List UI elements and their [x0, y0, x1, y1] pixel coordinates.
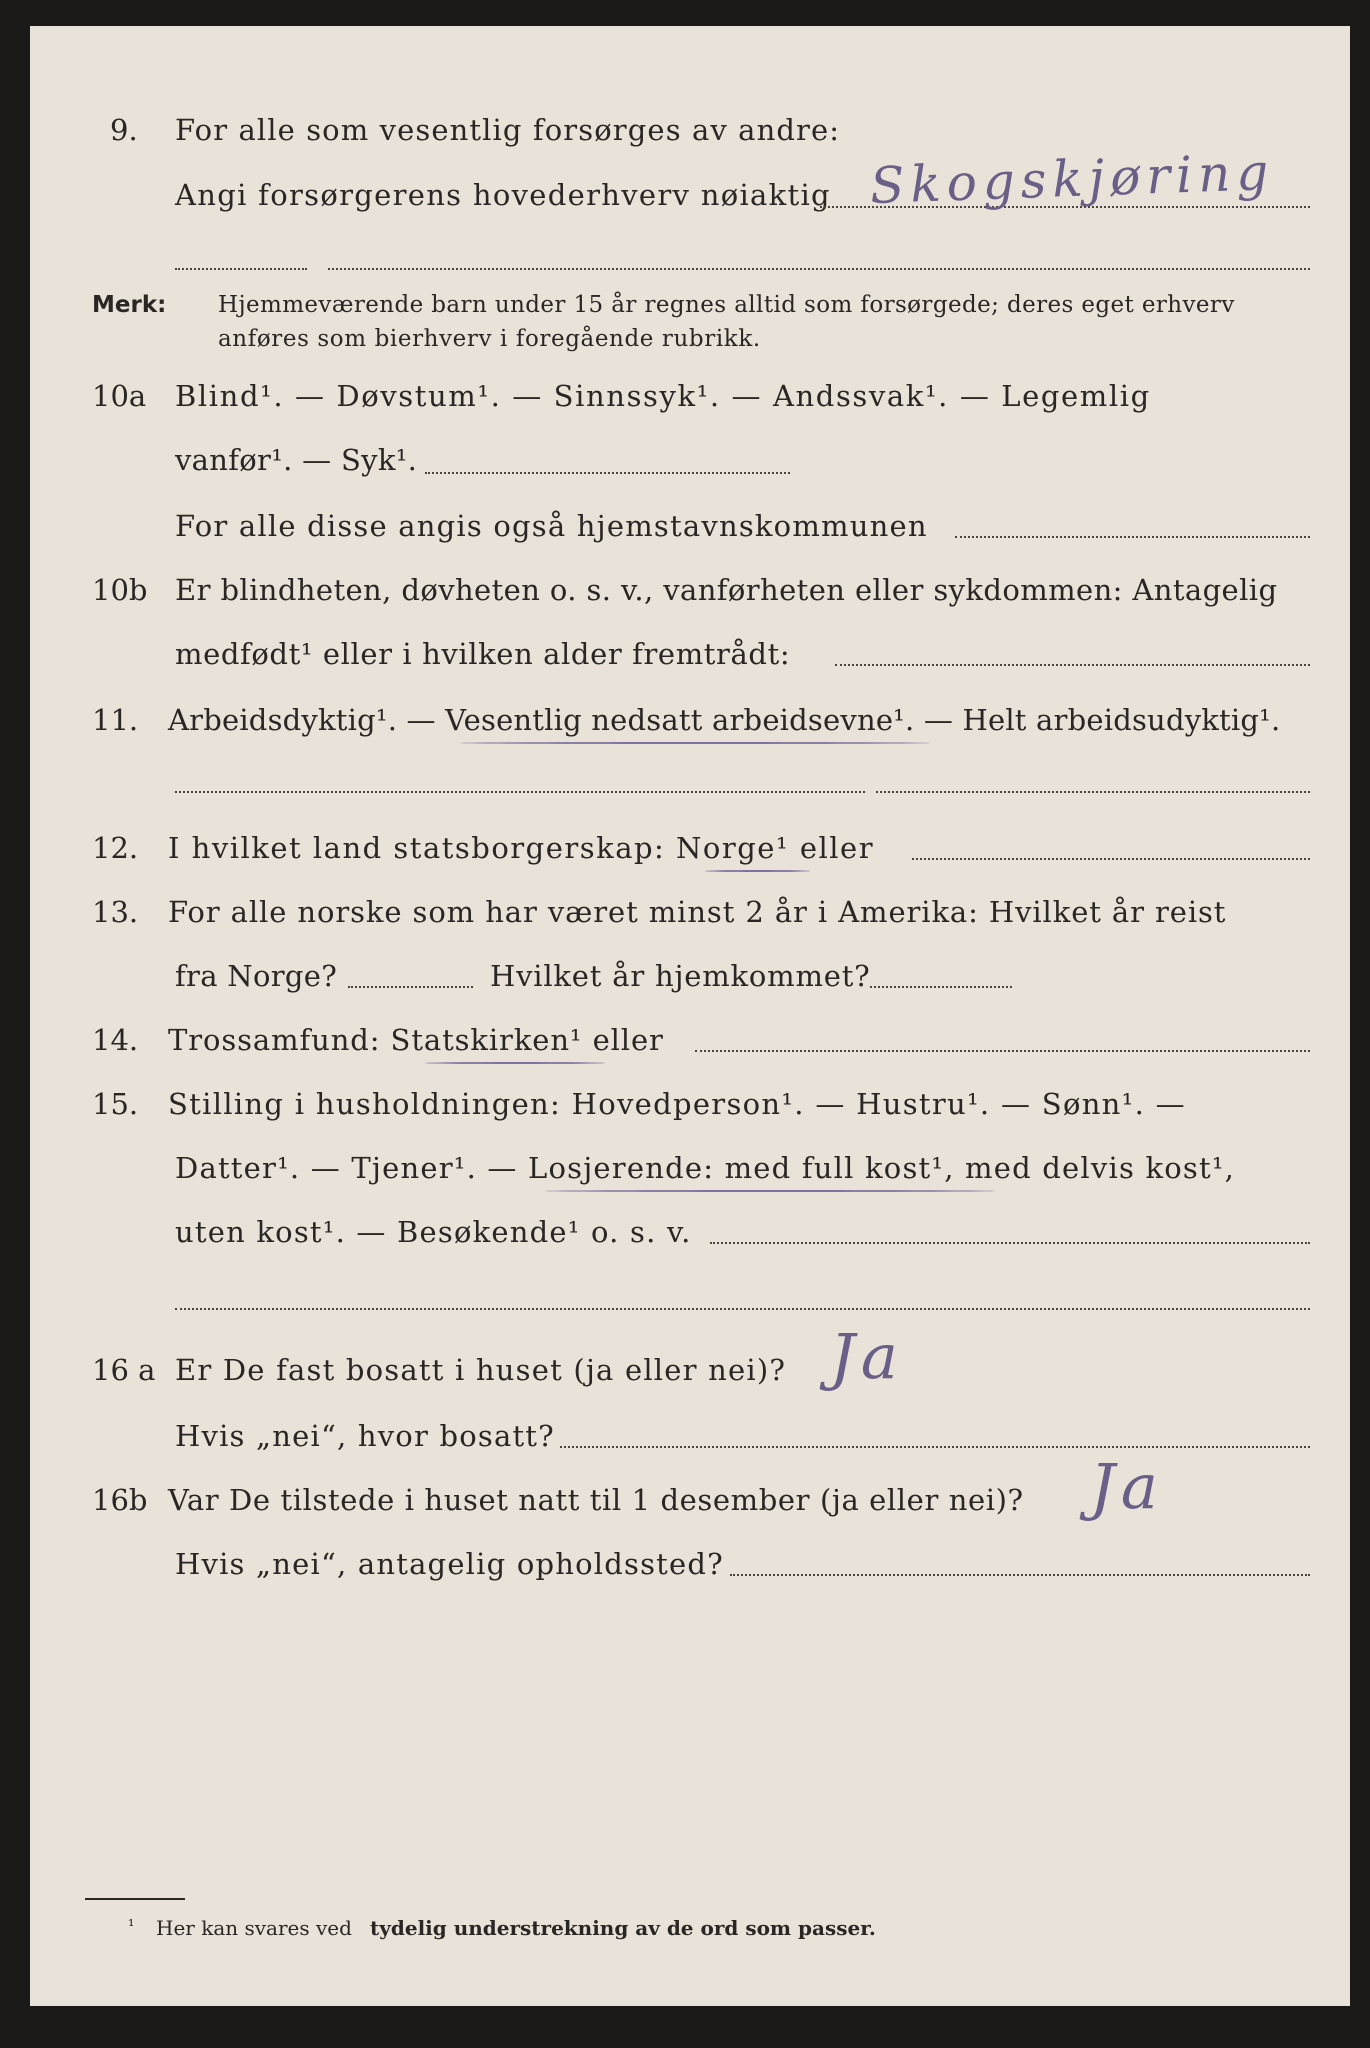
q16a-bosatt-line	[560, 1446, 1310, 1448]
q10b-number: 10b	[92, 573, 148, 607]
q16a-line1: Er De fast bosatt i huset (ja eller nei)?	[175, 1353, 787, 1387]
q13-number: 13.	[92, 895, 139, 929]
q14-number: 14.	[92, 1023, 139, 1057]
q9-line1: For alle som vesentlig forsørges av andre:	[175, 113, 841, 147]
q10a-number: 10a	[92, 379, 147, 413]
q9-extra-line-b	[328, 268, 1310, 270]
q16a-line2: Hvis „nei“, hvor bosatt?	[175, 1419, 555, 1453]
q13-line1: For alle norske som har været minst 2 år i Amerika: Hvilket år reist	[168, 895, 1227, 929]
q14-trossamfund-line	[695, 1050, 1310, 1052]
q14-handwritten-underline	[425, 1062, 605, 1064]
q11-line-a	[175, 791, 865, 793]
q9-extra-line-a	[175, 268, 307, 270]
q10b-line2: medfødt¹ eller i hvilken alder fremtrådt:	[175, 637, 791, 671]
footnote-plain-text: Her kan svares ved	[156, 1916, 352, 1940]
q10a-kommune-line	[955, 536, 1310, 538]
footnote-rule	[85, 1898, 185, 1900]
q15-extra-line	[175, 1308, 1310, 1310]
q11-number: 11.	[92, 703, 139, 737]
census-form-page	[30, 26, 1350, 2006]
q9-handwritten-answer: Skogskjøring	[869, 142, 1276, 216]
q9-line2: Angi forsørgerens hovederhverv nøiaktig	[175, 178, 831, 212]
q12-handwritten-underline	[705, 870, 810, 872]
q15-number: 15.	[92, 1087, 139, 1121]
footnote-bold: tydelig understrekning av de ord som passer.	[370, 1916, 876, 1940]
q16b-opholdssted-line	[730, 1574, 1310, 1576]
q14-line1: Trossamfund: Statskirken¹ eller	[168, 1023, 664, 1057]
q16b-line2: Hvis „nei“, antagelig opholdssted?	[175, 1547, 724, 1581]
q10a-line2: vanfør¹. — Syk¹.	[175, 443, 418, 477]
q10b-alder-line	[835, 664, 1310, 666]
q13-reist-line	[348, 986, 473, 988]
merk-label: Merk:	[92, 292, 167, 318]
q16b-number: 16b	[92, 1483, 148, 1517]
q12-line1: I hvilket land statsborgerskap: Norge¹ eller	[168, 831, 875, 865]
q10a-line3: For alle disse angis også hjemstavnskommunen	[175, 509, 928, 543]
q15-line2: Datter¹. — Tjener¹. — Losjerende: med full kost¹, med delvis kost¹,	[175, 1151, 1236, 1185]
q12-number: 12.	[92, 831, 139, 865]
q11-line1: Arbeidsdyktig¹. — Vesentlig nedsatt arbeidsevne¹. — Helt arbeidsudyktig¹.	[168, 703, 1281, 737]
q11-line-b	[876, 791, 1310, 793]
q13-hjemkommet-line	[870, 986, 1012, 988]
q16b-line1: Var De tilstede i huset natt til 1 desember (ja eller nei)?	[168, 1483, 1024, 1517]
q13-line2b: Hvilket år hjemkommet?	[490, 959, 871, 993]
q15-line3: uten kost¹. — Besøkende¹ o. s. v.	[175, 1215, 692, 1249]
q15-handwritten-underline	[545, 1190, 995, 1192]
q15-line1: Stilling i husholdningen: Hovedperson¹. — Hustru¹. — Sønn¹. —	[168, 1087, 1186, 1121]
q12-land-line	[912, 858, 1310, 860]
q11-handwritten-underline	[460, 742, 930, 744]
q10a-line1: Blind¹. — Døvstum¹. — Sinnssyk¹. — Andssvak¹. — Legemlig	[175, 379, 1151, 413]
q16b-handwritten-answer: Ja	[1090, 1450, 1164, 1523]
q16a-number: 16 a	[92, 1353, 156, 1387]
q13-line2a: fra Norge?	[175, 959, 338, 993]
footnote-bold-text	[370, 1918, 876, 1938]
footnote-mark: ¹	[128, 1916, 135, 1935]
q10a-syk-line	[425, 472, 790, 474]
merk-line1: Hjemmeværende barn under 15 år regnes alltid som forsørgede; deres eget erhverv	[218, 292, 1235, 318]
q16a-handwritten-answer: Ja	[830, 1320, 904, 1393]
merk-line2: anføres som bierhverv i foregående rubrikk.	[218, 326, 761, 352]
q15-besokende-line	[710, 1242, 1310, 1244]
q9-number: 9.	[110, 113, 138, 147]
q10b-line1: Er blindheten, døvheten o. s. v., vanførheten eller sykdommen: Antagelig	[175, 573, 1278, 607]
